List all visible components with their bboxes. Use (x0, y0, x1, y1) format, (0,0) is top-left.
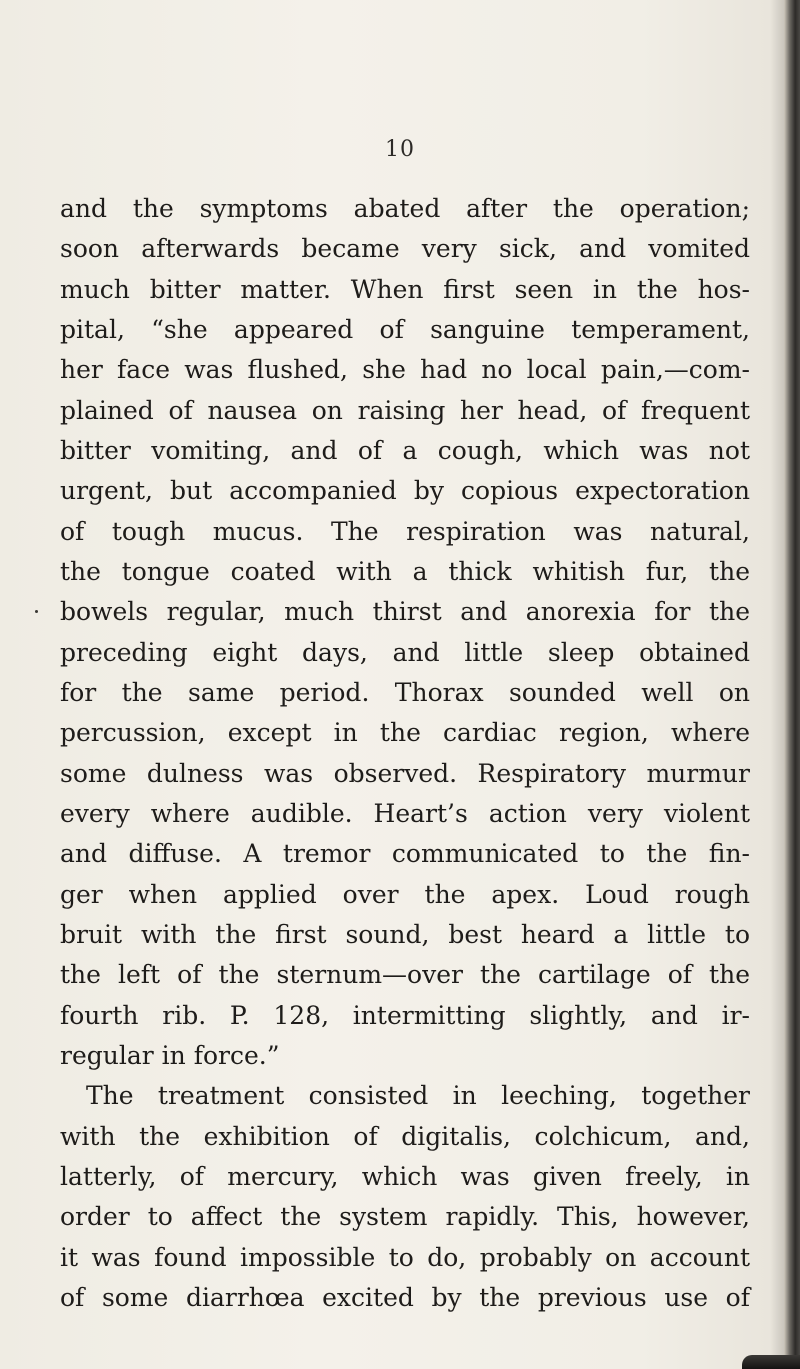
text-line: with the exhibition of digitalis, colchicum, and, (60, 1122, 750, 1151)
text-line: percussion, except in the cardiac region, where (60, 718, 750, 747)
text-line: ger when applied over the apex. Loud rough (60, 880, 750, 909)
text-line: bruit with the first sound, best heard a little to (60, 920, 750, 949)
text-line: fourth rib. P. 128, intermitting slightly, and ir- (60, 1001, 750, 1030)
text-line: the left of the sternum—over the cartilage of the (60, 960, 750, 989)
text-line: of tough mucus. The respiration was natural, (60, 517, 750, 546)
text-line: it was found impossible to do, probably on account (60, 1243, 750, 1272)
text-line: much bitter matter. When first seen in the hos- (60, 275, 750, 304)
text-line: The treatment consisted in leeching, together (86, 1081, 750, 1110)
text-line: preceding eight days, and little sleep obtained (60, 638, 750, 667)
text-line: pital, “she appeared of sanguine temperament, (60, 315, 750, 344)
text-line: bowels regular, much thirst and anorexia for the (60, 597, 750, 626)
text-line: her face was flushed, she had no local pain,—com- (60, 355, 750, 384)
text-line: regular in force.” (60, 1041, 280, 1070)
page-number: 10 (385, 137, 415, 162)
text-line: every where audible. Heart’s action very violent (60, 799, 750, 828)
text-line: and the symptoms abated after the operation; (60, 194, 750, 223)
text-line: soon afterwards became very sick, and vomited (60, 234, 750, 263)
text-line: order to affect the system rapidly. This, however, (60, 1202, 750, 1231)
text-line: bitter vomiting, and of a cough, which was not (60, 436, 750, 465)
text-line: and diffuse. A tremor communicated to the fin- (60, 839, 750, 868)
text-line: of some diarrhœa excited by the previous use of (60, 1283, 750, 1312)
text-line: the tongue coated with a thick whitish fur, the (60, 557, 750, 586)
text-line: urgent, but accompanied by copious expectoration (60, 476, 750, 505)
text-line: plained of nausea on raising her head, of frequent (60, 396, 750, 425)
text-line: for the same period. Thorax sounded well on (60, 678, 750, 707)
text-line: some dulness was observed. Respiratory murmur (60, 759, 750, 788)
text-line: latterly, of mercury, which was given freely, in (60, 1162, 750, 1191)
